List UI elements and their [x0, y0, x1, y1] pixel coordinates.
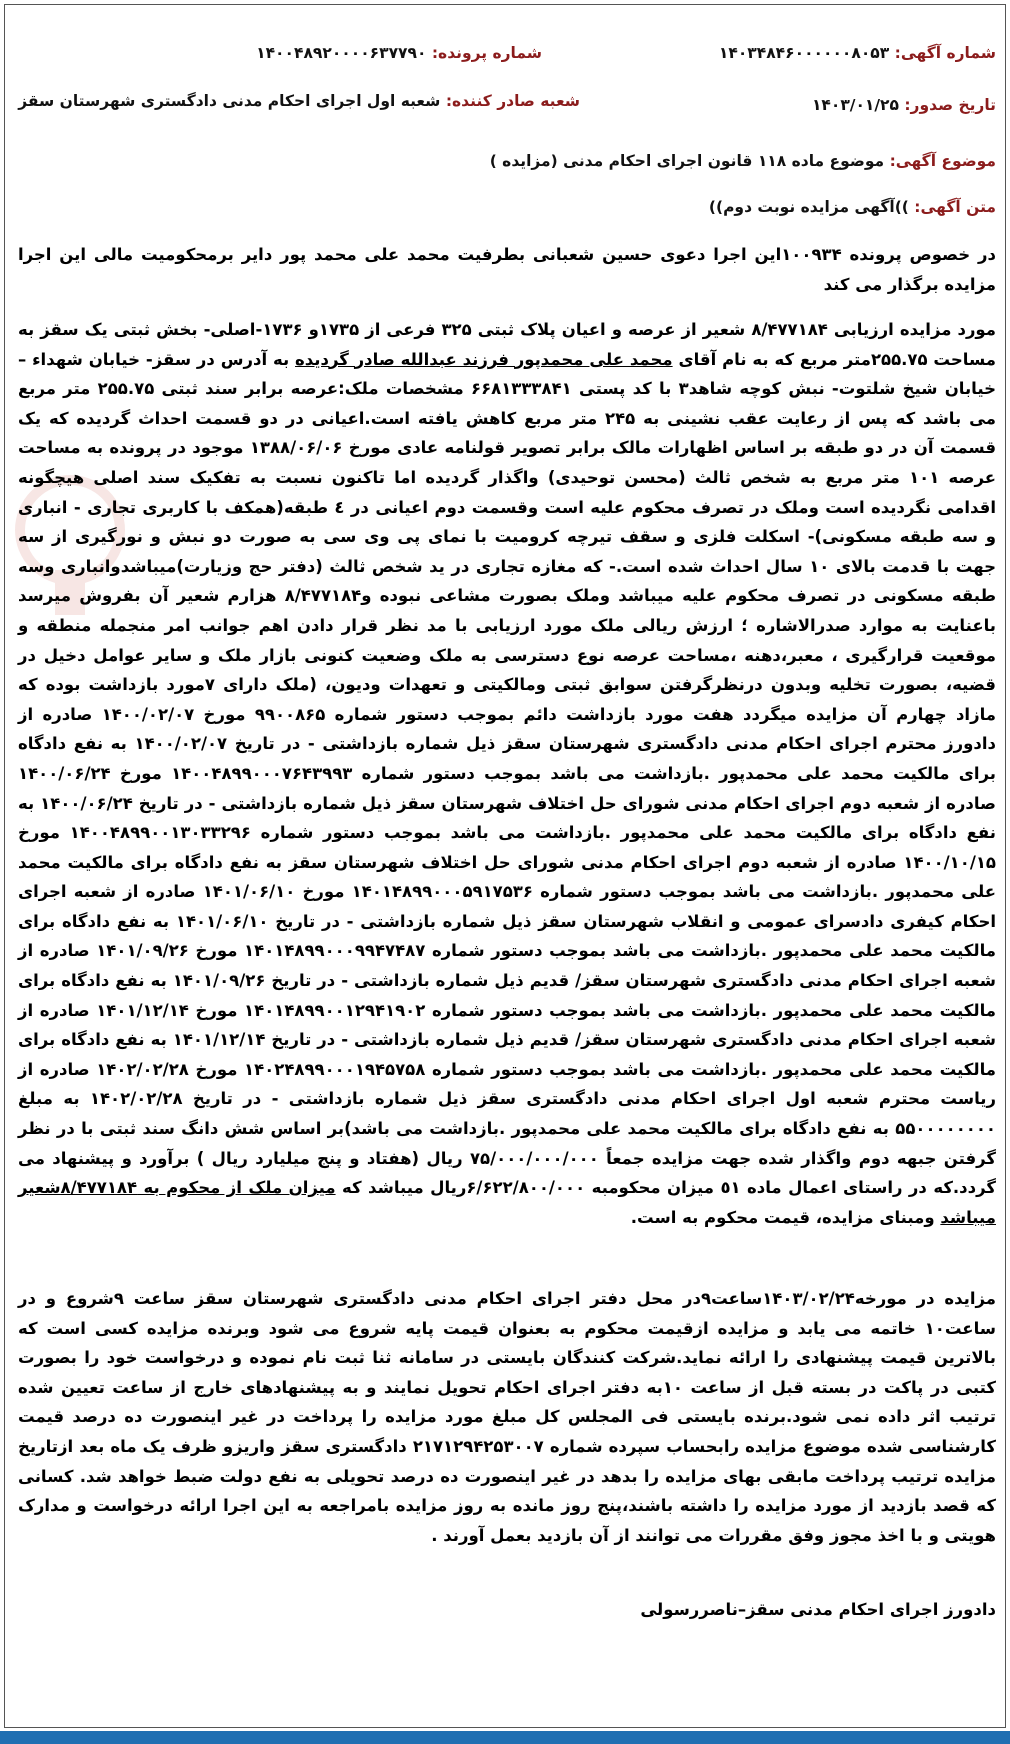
ad-text-heading: [709, 198, 996, 216]
issuing-branch-label: شعبه صادر کننده:: [445, 92, 580, 110]
auction-conditions-paragraph: مزایده در مورخه۱۴۰۳/۰۲/۲۴ساعت۹در محل دفتر اجرای احکام مدنی دادگستری شهرستان سقز ساعت ۹شروع و در ساعت۱۰ خاتمه می یابد و مزایده ازقیمت محکوم به بعنوان قیمت پایه شروع می شود وبرنده مزایده کسی است که بالاترین قیمت پیشنهادی را ارائه نماید.شرکت کنندگان بایستی در سامانه ثنا ثبت نام نموده و درخواست خود را بصورت کتبی در پاکت در بسته قبل از ساعت ۱۰به دفتر اجرای احکام تحویل نمایند و به پیشنهادهای خارج از ساعت تعیین شده ترتیب اثر داده نمی شود.برنده بایستی فی المجلس کل مبلغ مورد مزایده را پرداخت در غیر اینصورت ده درصد قیمت کارشناسی شده موضوع مزایده رابحساب سپرده شماره ۲۱۷۱۲۹۴۲۵۳۰۰۷ دادگستری سقز واریزو ظرف یک ماه بعد ازتاریخ مزایده ترتیب پرداخت مابقی بهای مزایده را بدهد در غیر اینصورت ده درصد تحویلی به نفع دولت ضبط خواهد شد. کسانی که قصد بازدید از مورد مزایده را داشته باشند،پنج روز مانده به روز مزایده بامراجعه به این اجرا ارائه درخواست و مدارک هویتی و با اخذ مجوز وفق مقررات می توانند از آن بازدید بعمل آورند .: [18, 1289, 997, 1545]
intro-paragraph: در خصوص پرونده ۱۰۰۹۳۴این اجرا دعوی حسین شعبانی بطرفیت محمد علی محمد پور دایر برمحکومیت مالی این اجرا مزایده برگذار می کند: [18, 245, 996, 294]
issue-date: [812, 96, 996, 114]
bottom-bar: [0, 1731, 1010, 1744]
property-description-part-2: به آدرس در سقز- خیابان شهداء – خیابان شیخ شلتوت- نبش کوچه شاهد۳ با کد پستی ۶۶۸۱۳۳۳۸۴۱ مشخصات ملک:عرصه برابر سند ثبتی ۲۵۵.۷۵ متر مربع می باشد که پس از رعایت عقب نشینی به ۲۴۵ متر مربع کاهش یافته است.اعیانی در دو قسمت احداث گردیده که یک قسمت آن در دو طبقه بر اساس اظهارات مالک برابر تصویر قولنامه عادی مورخ ۱۳۸۸/۰۶/۰۶ موجود در پرونده به مساحت عرصه ۱۰۱ متر مربع به شخص ثالث (محسن توحیدی) واگذار گردیده اما تاکنون نسبت به تفکیک سند اصلی هیچگونه اقدامی نگردیده است وملک در تصرف محکوم علیه است وقسمت دوم اعیانی در ٤ طبقه(همکف با کاربری تجاری - انباری و سه طبقه مسکونی)- اسکلت فلزی و سقف تیرچه کرومیت با نمای پی وی سی به صورت دو نبش و نورگیری از سه جهت با قدمت بالای ۱۰ سال احداث شده است.- که مغازه تجاری در ید شخص ثالث (دفتر حج وزیارت)میباشدوانباری وسه طبقه مسکونی در تصرف محکوم علیه میباشد وملک بصورت مشاعی نبوده و۸/۴۷۷۱۸۴ هزارم شعیر آن بفروش میرسد باعنایت به موارد صدرالاشاره ؛ ارزش ریالی ملک مورد ارزیابی با مد نظر قرار دادن اهم جوانب امر منجمله منطقه و موقعیت قرارگیری ، معبر،دهنه ،مساحت عرصه نوع دسترسی به ملک وضعیت کنونی بازار ملک و سایر عوامل دخیل در قضیه، بصورت تخلیه وبدون درنظرگرفتن سوابق ثبتی ومالکیتی و تعهدات ودیون، (ملک دارای ۷مورد بازداشت بوده که مازاد چهارم آن مزایده میگردد هفت مورد بازداشت دائم بموجب دستور شماره ۹۹۰۰۸۶۵ مورخ ۱۴۰۰/۰۲/۰۷ صادره از دادورز محترم اجرای احکام مدنی دادگستری شهرستان سقز ذیل شماره بازداشتی - در تاریخ ۱۴۰۰/۰۲/۰۷ به نفع دادگاه برای مالکیت محمد علی محمدپور .بازداشت می باشد بموجب دستور شماره ۱۴۰۰۴۸۹۹۰۰۰۷۶۴۳۹۹۳ مورخ ۱۴۰۰/۰۶/۲۴ صادره از شعبه دوم اجرای احکام مدنی شورای حل اختلاف شهرستان سقز ذیل شماره بازداشتی - در تاریخ ۱۴۰۰/۰۶/۲۴ به نفع دادگاه برای مالکیت محمد علی محمدپور .بازداشت می باشد بموجب دستور شماره ۱۴۰۰۴۸۹۹۰۰۱۳۰۳۳۲۹۶ مورخ ۱۴۰۰/۱۰/۱۵ صادره از شعبه دوم اجرای احکام مدنی شورای حل اختلاف شهرستان سقز به نفع دادگاه برای مالکیت محمد علی محمدپور .بازداشت می باشد بموجب دستور شماره ۱۴۰۱۴۸۹۹۰۰۰۵۹۱۷۵۳۶ مورخ ۱۴۰۱/۰۶/۱۰ صادره از شعبه اجرای احکام کیفری دادسرای عمومی و انقلاب شهرستان سقز ذیل شماره بازداشتی - در تاریخ ۱۴۰۱/۰۶/۱۰ به نفع دادگاه برای مالکیت محمد علی محمدپور .بازداشت می باشد بموجب دستور شماره ۱۴۰۱۴۸۹۹۰۰۰۹۹۴۷۴۸۷ مورخ ۱۴۰۱/۰۹/۲۶ صادره از شعبه اجرای احکام مدنی دادگستری شهرستان سقز/ قدیم ذیل شماره بازداشتی - در تاریخ ۱۴۰۱/۰۹/۲۶ به نفع دادگاه برای مالکیت محمد علی محمدپور .بازداشت می باشد بموجب دستور شماره ۱۴۰۱۴۸۹۹۰۰۱۲۹۴۱۹۰۲ مورخ ۱۴۰۱/۱۲/۱۴ صادره از شعبه اجرای احکام مدنی دادگستری شهرستان سقز/ قدیم ذیل شماره بازداشتی - در تاریخ ۱۴۰۱/۱۲/۱۴ به نفع دادگاه برای مالکیت محمد علی محمدپور .بازداشت می باشد بموجب دستور شماره ۱۴۰۲۴۸۹۹۰۰۰۱۹۴۵۷۵۸ مورخ ۱۴۰۲/۰۲/۲۸ صادره از ریاست محترم شعبه اول اجرای احکام مدنی دادگستری سقز ذیل شماره بازداشتی - در تاریخ ۱۴۰۲/۰۲/۲۸ به مبلغ ۵۵۰۰۰۰۰۰۰۰ به نفع دادگاه برای مالکیت محمد علی محمدپور .بازداشت می باشد)بر اساس شش دانگ سند ثبتی با در نظر گرفتن جبهه دوم واگذار شده جهت مزایده جمعاً ۷۵/۰۰۰/۰۰۰/۰۰۰ ریال (هفتاد و پنج میلیارد ریال ) برآورد و پیشنهاد می گردد.که در راستای اعمال ماده ٥۱ میزان محکومبه ۶/۶۲۲/۸۰۰/۰۰۰ریال میباشد که: [18, 349, 997, 1198]
case-number: [256, 44, 542, 62]
property-share: میزان ملک از محکوم به ۸/۴۷۷۱۸۴شعیر میباشد: [18, 1178, 996, 1227]
ad-text-title: ))آگهی مزایده نوبت دوم)): [708, 198, 909, 216]
ad-subject-label: موضوع آگهی:: [889, 152, 996, 170]
issue-date-label: تاریخ صدور:: [904, 96, 996, 114]
ad-subject-value: موضوع ماده ۱۱۸ قانون اجرای احکام مدنی (مزایده ): [489, 152, 885, 170]
issuing-branch-value: شعبه اول اجرای احکام مدنی دادگستری شهرستان سقز: [18, 92, 441, 110]
property-description-part-3: ومبنای مزایده، قیمت محکوم به است.: [630, 1207, 941, 1227]
ad-text-label: متن آگهی:: [914, 198, 996, 216]
case-number-label: شماره پرونده:: [431, 44, 542, 62]
case-number-value: ۱۴۰۰۴۸۹۲۰۰۰۰۶۳۷۷۹۰: [256, 44, 427, 62]
issue-date-value: ۱۴۰۳/۰۱/۲۵: [811, 96, 899, 114]
ad-number-value: ۱۴۰۳۴۸۴۶۰۰۰۰۰۰۸۰۵۳: [718, 44, 890, 62]
owner-name: محمد علی محمدپور فرزند عبدالله صادر گردیده: [295, 349, 673, 369]
property-description-paragraph: [18, 315, 996, 1232]
ad-number-label: شماره آگهی:: [894, 44, 996, 62]
ad-number: [719, 44, 996, 62]
ad-subject: [490, 152, 996, 170]
issuing-branch: [18, 92, 580, 110]
signature: دادورز اجرای احکام مدنی سقز–ناصررسولی: [640, 1600, 996, 1619]
property-description-part-1: مورد مزایده ارزیابی ۸/۴۷۷۱۸۴ شعیر از عرصه و اعیان پلاک ثبتی ۳۲۵ فرعی از ۱۷۳۵و ۱۷۳۶-اصلی- بخش ثبتی یک سقز به مساحت ۲۵۵.۷۵متر مربع که به نام آقای: [18, 320, 996, 369]
